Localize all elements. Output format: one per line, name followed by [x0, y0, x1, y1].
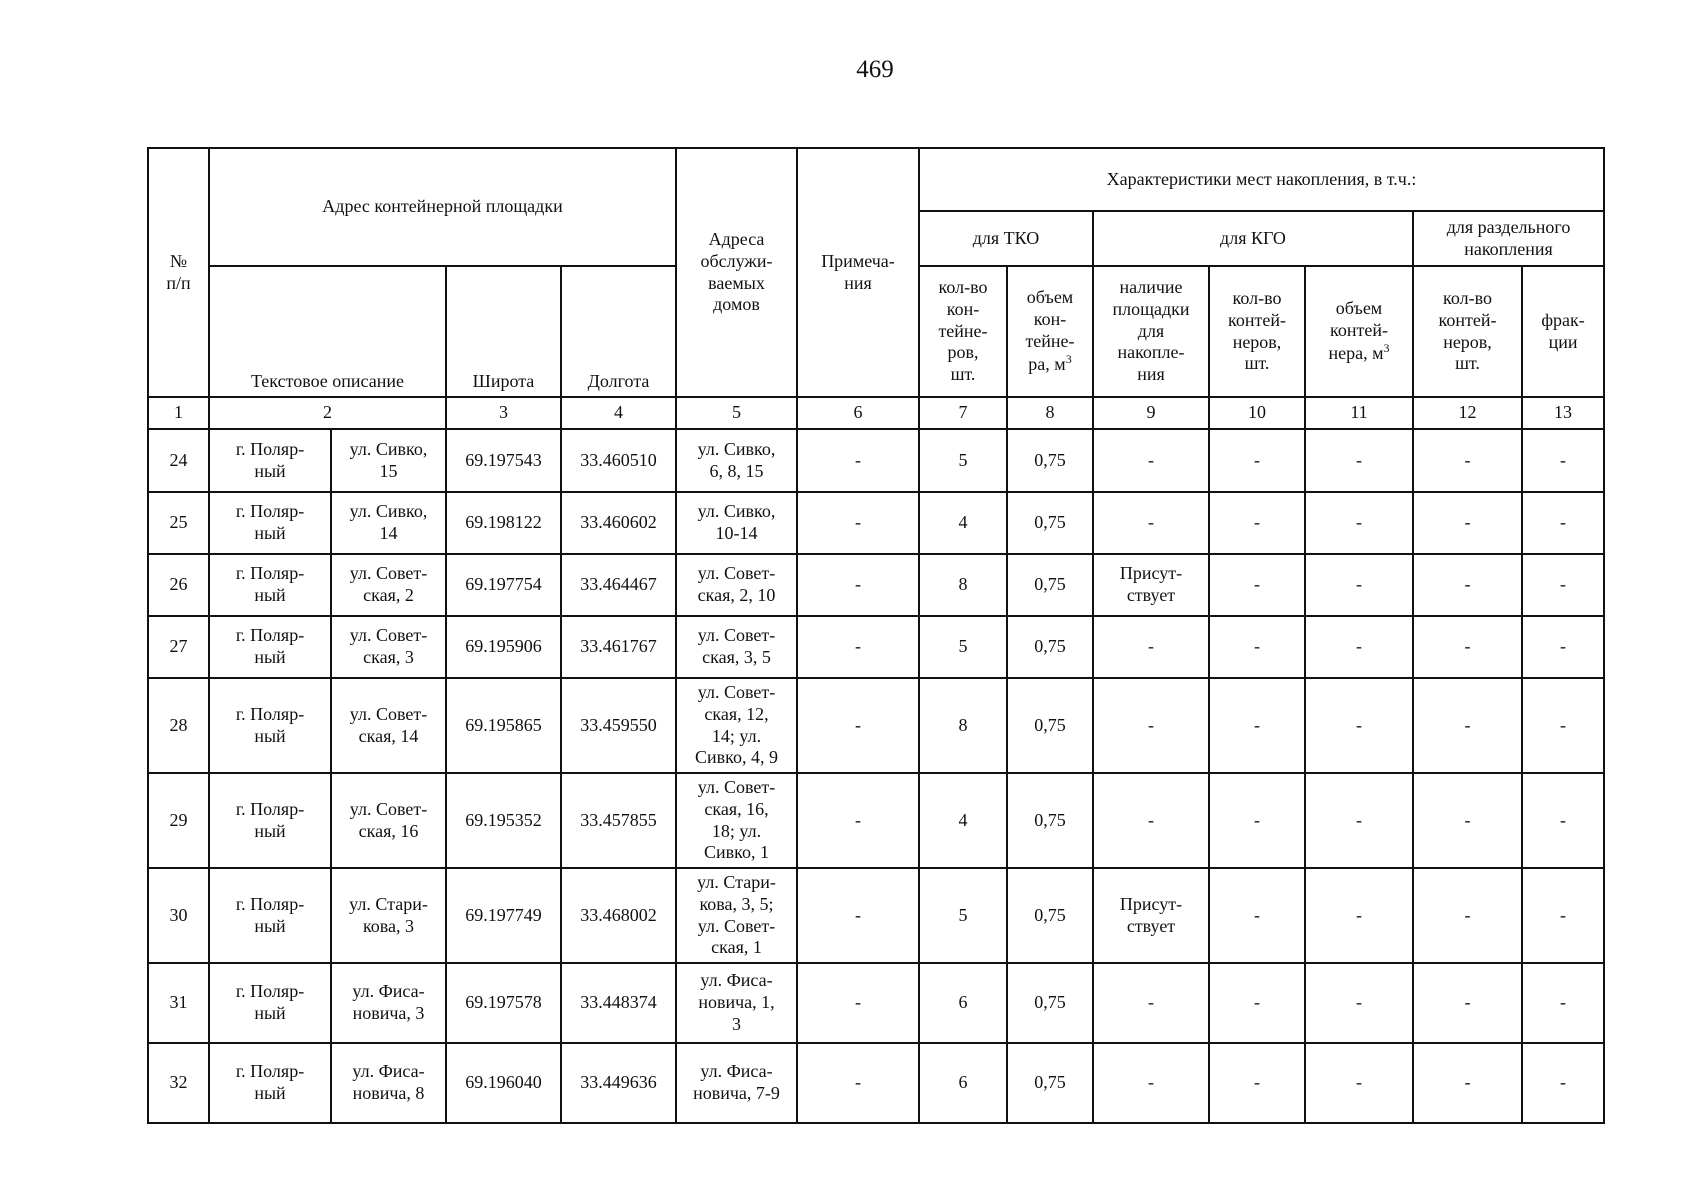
- city-cell: г. Поляр- ный: [209, 554, 331, 616]
- latitude-cell: 69.195352: [446, 773, 561, 868]
- served-houses-cell: ул. Стари- кова, 3, 5; ул. Совет- ская, 1: [676, 868, 797, 963]
- column-number: 1: [148, 397, 209, 429]
- tko-volume-cell: 0,75: [1007, 429, 1093, 492]
- kgo-site-cell: -: [1093, 429, 1209, 492]
- header-tko-volume-text: объем кон- тейне- ра, м: [1025, 286, 1075, 375]
- kgo-site-cell: -: [1093, 616, 1209, 678]
- notes-cell: -: [797, 492, 919, 554]
- latitude-cell: 69.197749: [446, 868, 561, 963]
- row-number: 31: [148, 963, 209, 1043]
- street-cell: ул. Совет- ская, 2: [331, 554, 446, 616]
- separate-fractions-cell: -: [1522, 678, 1604, 773]
- separate-count-cell: -: [1413, 554, 1522, 616]
- table-row: [148, 429, 1604, 492]
- column-number: 13: [1522, 397, 1604, 429]
- row-number: 30: [148, 868, 209, 963]
- kgo-volume-cell: -: [1305, 429, 1413, 492]
- header-sep-fractions: фрак- ции: [1522, 266, 1604, 397]
- header-sep-count: кол-во контей- неров, шт.: [1413, 266, 1522, 397]
- street-cell: ул. Стари- кова, 3: [331, 868, 446, 963]
- city-cell: г. Поляр- ный: [209, 616, 331, 678]
- column-number: 7: [919, 397, 1007, 429]
- notes-cell: -: [797, 963, 919, 1043]
- column-number: 11: [1305, 397, 1413, 429]
- longitude-cell: 33.457855: [561, 773, 676, 868]
- separate-count-cell: -: [1413, 868, 1522, 963]
- column-number: 8: [1007, 397, 1093, 429]
- kgo-count-cell: -: [1209, 554, 1305, 616]
- table-row: [148, 616, 1604, 678]
- kgo-site-cell: -: [1093, 963, 1209, 1043]
- kgo-volume-cell: -: [1305, 868, 1413, 963]
- tko-count-cell: 8: [919, 554, 1007, 616]
- tko-volume-cell: 0,75: [1007, 868, 1093, 963]
- latitude-cell: 69.197754: [446, 554, 561, 616]
- tko-volume-cell: 0,75: [1007, 678, 1093, 773]
- street-cell: ул. Фиса- новича, 3: [331, 963, 446, 1043]
- kgo-site-cell: Присут- ствует: [1093, 868, 1209, 963]
- city-cell: г. Поляр- ный: [209, 492, 331, 554]
- separate-fractions-cell: -: [1522, 1043, 1604, 1123]
- served-houses-cell: ул. Сивко, 6, 8, 15: [676, 429, 797, 492]
- header-kgo-volume-text: объем контей- нера, м: [1328, 297, 1388, 364]
- separate-count-cell: -: [1413, 616, 1522, 678]
- header-kgo-count: кол-во контей- неров, шт.: [1209, 266, 1305, 397]
- row-number: 29: [148, 773, 209, 868]
- kgo-count-cell: -: [1209, 492, 1305, 554]
- header-longitude: Долгота: [561, 266, 676, 397]
- city-cell: г. Поляр- ный: [209, 1043, 331, 1123]
- notes-cell: -: [797, 773, 919, 868]
- page-number: 469: [856, 56, 894, 83]
- served-houses-cell: ул. Совет- ская, 12, 14; ул. Сивко, 4, 9: [676, 678, 797, 773]
- notes-cell: -: [797, 1043, 919, 1123]
- table-row: [148, 678, 1604, 773]
- separate-fractions-cell: -: [1522, 492, 1604, 554]
- header-text-desc: Текстовое описание: [209, 266, 446, 397]
- longitude-cell: 33.464467: [561, 554, 676, 616]
- header-kgo: для КГО: [1093, 211, 1413, 266]
- notes-cell: -: [797, 616, 919, 678]
- tko-volume-cell: 0,75: [1007, 963, 1093, 1043]
- table-row: [148, 868, 1604, 963]
- kgo-count-cell: -: [1209, 616, 1305, 678]
- column-number: 4: [561, 397, 676, 429]
- header-served: Адреса обслужи- ваемых домов: [676, 148, 797, 397]
- header-notes: Примеча- ния: [797, 148, 919, 397]
- longitude-cell: 33.461767: [561, 616, 676, 678]
- city-cell: г. Поляр- ный: [209, 678, 331, 773]
- table-header: [148, 148, 1604, 429]
- kgo-volume-cell: -: [1305, 963, 1413, 1043]
- notes-cell: -: [797, 429, 919, 492]
- longitude-cell: 33.468002: [561, 868, 676, 963]
- separate-count-cell: -: [1413, 492, 1522, 554]
- city-cell: г. Поляр- ный: [209, 429, 331, 492]
- kgo-volume-cell: -: [1305, 678, 1413, 773]
- notes-cell: -: [797, 868, 919, 963]
- row-number: 26: [148, 554, 209, 616]
- served-houses-cell: ул. Фиса- новича, 1, 3: [676, 963, 797, 1043]
- header-latitude: Широта: [446, 266, 561, 397]
- longitude-cell: 33.459550: [561, 678, 676, 773]
- latitude-cell: 69.196040: [446, 1043, 561, 1123]
- served-houses-cell: ул. Совет- ская, 16, 18; ул. Сивко, 1: [676, 773, 797, 868]
- separate-count-cell: -: [1413, 1043, 1522, 1123]
- street-cell: ул. Сивко, 15: [331, 429, 446, 492]
- tko-count-cell: 4: [919, 492, 1007, 554]
- kgo-count-cell: -: [1209, 773, 1305, 868]
- separate-count-cell: -: [1413, 773, 1522, 868]
- column-number: 2: [209, 397, 446, 429]
- kgo-volume-cell: -: [1305, 492, 1413, 554]
- separate-count-cell: -: [1413, 429, 1522, 492]
- table-row: [148, 554, 1604, 616]
- column-number: 12: [1413, 397, 1522, 429]
- notes-cell: -: [797, 554, 919, 616]
- street-cell: ул. Совет- ская, 16: [331, 773, 446, 868]
- header-separate: для раздельного накопления: [1413, 211, 1604, 266]
- separate-fractions-cell: -: [1522, 616, 1604, 678]
- separate-fractions-cell: -: [1522, 773, 1604, 868]
- served-houses-cell: ул. Совет- ская, 3, 5: [676, 616, 797, 678]
- kgo-site-cell: -: [1093, 773, 1209, 868]
- kgo-site-cell: Присут- ствует: [1093, 554, 1209, 616]
- column-number: 10: [1209, 397, 1305, 429]
- row-number: 25: [148, 492, 209, 554]
- container-sites-table: [147, 147, 1605, 1124]
- row-number: 28: [148, 678, 209, 773]
- header-characteristics: Характеристики мест накопления, в т.ч.:: [919, 148, 1604, 211]
- kgo-count-cell: -: [1209, 963, 1305, 1043]
- header-kgo-site: наличие площадки для накопле- ния: [1093, 266, 1209, 397]
- header-kgo-volume-sup: 3: [1383, 341, 1390, 356]
- table-row: [148, 1043, 1604, 1123]
- kgo-site-cell: -: [1093, 678, 1209, 773]
- longitude-cell: 33.449636: [561, 1043, 676, 1123]
- tko-volume-cell: 0,75: [1007, 554, 1093, 616]
- latitude-cell: 69.197543: [446, 429, 561, 492]
- header-tko: для ТКО: [919, 211, 1093, 266]
- header-address: Адрес контейнерной площадки: [209, 148, 676, 266]
- column-number: 5: [676, 397, 797, 429]
- notes-cell: -: [797, 678, 919, 773]
- kgo-site-cell: -: [1093, 492, 1209, 554]
- header-tko-volume-sup: 3: [1065, 352, 1072, 367]
- header-kgo-volume: [1305, 266, 1413, 397]
- served-houses-cell: ул. Совет- ская, 2, 10: [676, 554, 797, 616]
- header-tko-volume: [1007, 266, 1093, 397]
- served-houses-cell: ул. Фиса- новича, 7-9: [676, 1043, 797, 1123]
- longitude-cell: 33.460510: [561, 429, 676, 492]
- latitude-cell: 69.197578: [446, 963, 561, 1043]
- row-number: 32: [148, 1043, 209, 1123]
- tko-volume-cell: 0,75: [1007, 1043, 1093, 1123]
- tko-count-cell: 6: [919, 963, 1007, 1043]
- kgo-volume-cell: -: [1305, 616, 1413, 678]
- table-row: [148, 773, 1604, 868]
- latitude-cell: 69.198122: [446, 492, 561, 554]
- tko-count-cell: 5: [919, 429, 1007, 492]
- kgo-count-cell: -: [1209, 678, 1305, 773]
- tko-volume-cell: 0,75: [1007, 773, 1093, 868]
- tko-count-cell: 5: [919, 616, 1007, 678]
- separate-count-cell: -: [1413, 678, 1522, 773]
- street-cell: ул. Совет- ская, 3: [331, 616, 446, 678]
- latitude-cell: 69.195865: [446, 678, 561, 773]
- column-number: 6: [797, 397, 919, 429]
- city-cell: г. Поляр- ный: [209, 963, 331, 1043]
- kgo-site-cell: -: [1093, 1043, 1209, 1123]
- kgo-volume-cell: -: [1305, 554, 1413, 616]
- tko-count-cell: 8: [919, 678, 1007, 773]
- row-number: 24: [148, 429, 209, 492]
- separate-fractions-cell: -: [1522, 554, 1604, 616]
- city-cell: г. Поляр- ный: [209, 773, 331, 868]
- header-tko-count: кол-во кон- тейне- ров, шт.: [919, 266, 1007, 397]
- separate-fractions-cell: -: [1522, 963, 1604, 1043]
- served-houses-cell: ул. Сивко, 10-14: [676, 492, 797, 554]
- table-row: [148, 492, 1604, 554]
- kgo-volume-cell: -: [1305, 1043, 1413, 1123]
- city-cell: г. Поляр- ный: [209, 868, 331, 963]
- street-cell: ул. Фиса- новича, 8: [331, 1043, 446, 1123]
- street-cell: ул. Совет- ская, 14: [331, 678, 446, 773]
- kgo-count-cell: -: [1209, 429, 1305, 492]
- latitude-cell: 69.195906: [446, 616, 561, 678]
- separate-fractions-cell: -: [1522, 868, 1604, 963]
- table-body: [148, 429, 1604, 1123]
- column-number: 3: [446, 397, 561, 429]
- row-number: 27: [148, 616, 209, 678]
- separate-count-cell: -: [1413, 963, 1522, 1043]
- column-number: 9: [1093, 397, 1209, 429]
- table-row: [148, 963, 1604, 1043]
- kgo-volume-cell: -: [1305, 773, 1413, 868]
- tko-count-cell: 4: [919, 773, 1007, 868]
- street-cell: ул. Сивко, 14: [331, 492, 446, 554]
- tko-count-cell: 5: [919, 868, 1007, 963]
- longitude-cell: 33.448374: [561, 963, 676, 1043]
- kgo-count-cell: -: [1209, 1043, 1305, 1123]
- separate-fractions-cell: -: [1522, 429, 1604, 492]
- kgo-count-cell: -: [1209, 868, 1305, 963]
- header-num: № п/п: [148, 148, 209, 397]
- longitude-cell: 33.460602: [561, 492, 676, 554]
- tko-volume-cell: 0,75: [1007, 492, 1093, 554]
- tko-count-cell: 6: [919, 1043, 1007, 1123]
- tko-volume-cell: 0,75: [1007, 616, 1093, 678]
